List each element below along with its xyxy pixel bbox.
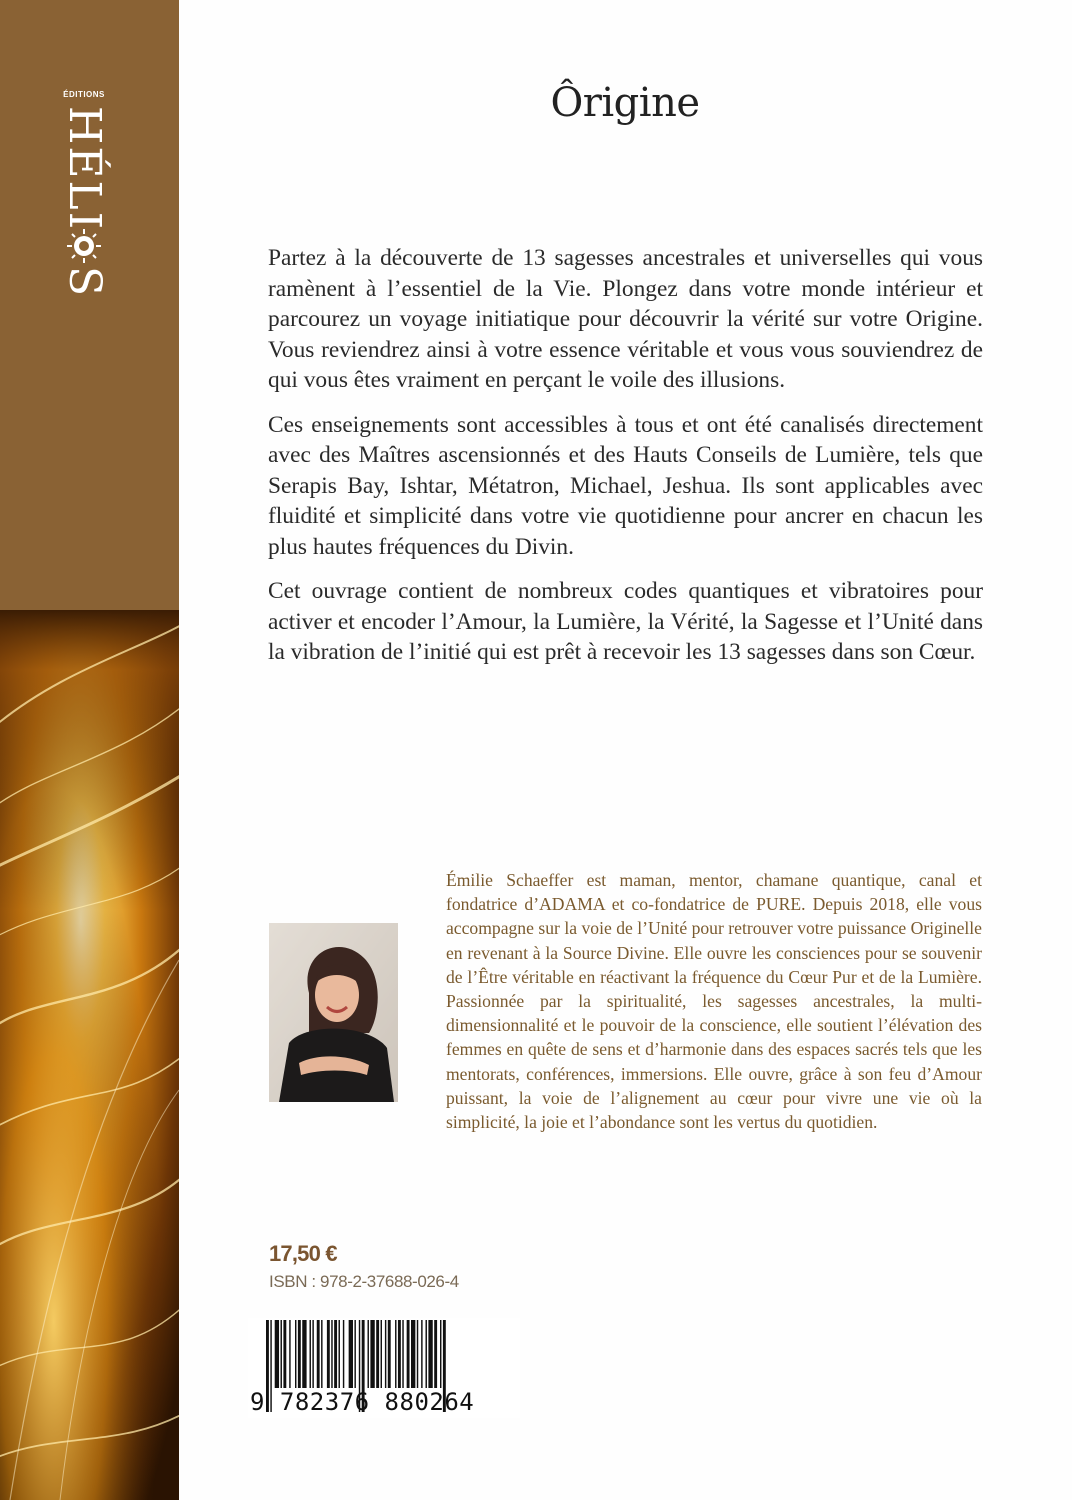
barcode-bar [376,1320,379,1388]
book-isbn: ISBN : 978-2-37688-026-4 [269,1272,459,1291]
barcode-bar [402,1320,403,1388]
barcode-bar [395,1320,396,1388]
helios-publisher-logo [54,88,114,308]
barcode-digits: 9 782376 880264 [250,1388,475,1416]
barcode-bar [434,1320,437,1388]
svg-text:ÉDITIONS: ÉDITIONS [63,90,105,99]
barcode-bar [381,1320,382,1388]
svg-text:S: S [59,266,110,297]
barcode-bar [281,1320,282,1388]
barcode-bar [298,1320,301,1388]
golden-light-artwork [0,610,179,1500]
barcode-bar [398,1320,401,1388]
barcode-bar [421,1320,422,1388]
author-photo [269,923,398,1102]
barcode-bar [321,1320,322,1388]
barcode-bar [289,1320,290,1388]
barcode-bar [312,1320,313,1388]
barcode-bar [349,1320,353,1388]
svg-text:HÉLI: HÉLI [59,106,110,232]
barcode-bar [407,1320,410,1388]
barcode-bar [440,1320,441,1388]
barcode-bar [368,1320,369,1388]
barcode-bar [339,1320,340,1388]
barcode-bar [354,1320,355,1388]
barcode-bar [302,1320,306,1388]
barcode-bar [388,1320,391,1388]
barcode-bar [295,1320,296,1388]
barcode-bar [327,1320,330,1388]
barcode-bar [283,1320,286,1388]
description-paragraph: Cet ouvrage contient de nombreux codes quantiques et vibratoires pour activer et encoder l’Amour, la Lumière, la Vérité, la Sagesse et l’Unité dans la vibration de l’initié qui est prêt à recevoir les 13 sagesses dans son Cœur. [268,578,983,665]
barcode-bar [411,1320,415,1388]
barcode-bar [385,1320,386,1388]
barcode-bar [334,1320,337,1388]
barcode-bar [343,1320,344,1388]
description-paragraph: Partez à la découverte de 13 sagesses ancestrales et universelles qui vous ramènent à l’essentiel de la Vie. Plongez dans votre monde intérieur et parcourez un voyage initiatique pour découvrir la vérité sur votre Origine. Vous reviendrez ainsi à votre essence véritable et vous vous souviendrez de qui vous êtes vraiment en perçant le voile des illusions. [268,245,983,393]
barcode-bar [426,1320,427,1388]
book-price: 17,50 € [269,1241,337,1266]
barcode-bar [317,1320,320,1388]
description-paragraph: Ces enseignements sont accessibles à tous et ont été canalisés directement avec des Maîtres ascensionnés et des Hauts Conseils de Lumière, tels que Serapis Bay, Ishtar, Métatron, Michael, Jeshua. Ils sont applicables avec fluidité et simplicité dans votre vie quotidienne pour ancrer en chacun les plus hautes fréquences du Divin. [268,411,983,560]
author-biography: Émilie Schaeffer est maman, mentor, chamane quantique, canal et fondatrice d’ADAMA et co-fondatrice de PURE. Depuis 2018, elle vous accompagne sur la voie de l’Unité pour retrouver votre puissance Originelle en revenant à la Source Divine. Elle ouvre les consciences pour se souvenir de l’Être véritable en réactivant la fréquence du Cœur Pur et de la Lumière. Passionnée par la spiritualité, les sagesses ancestrales, la multi-dimensionnalité et le pouvoir de la conscience, elle soutient l’élévation des femmes en quête de sens et d’harmonie dans des espaces sacrés tels que les mentorats, conférences, immersions. Elle ouvre, grâce à son feu d’Amour puissant, la voie de l’alignement au cœur pour vivre une vie où la simplicité, la joie et l’abondance sont les vertus du quotidien. [446,870,982,1133]
book-description [268,243,983,682]
barcode-bar [310,1320,311,1388]
barcode-bar [428,1320,432,1388]
cover-spine-band [0,0,179,1500]
barcode-bar [331,1320,332,1388]
barcode-bar [275,1320,279,1388]
barcode-bar [370,1320,374,1388]
barcode-bar [417,1320,418,1388]
book-title: Ôrigine [550,80,700,126]
